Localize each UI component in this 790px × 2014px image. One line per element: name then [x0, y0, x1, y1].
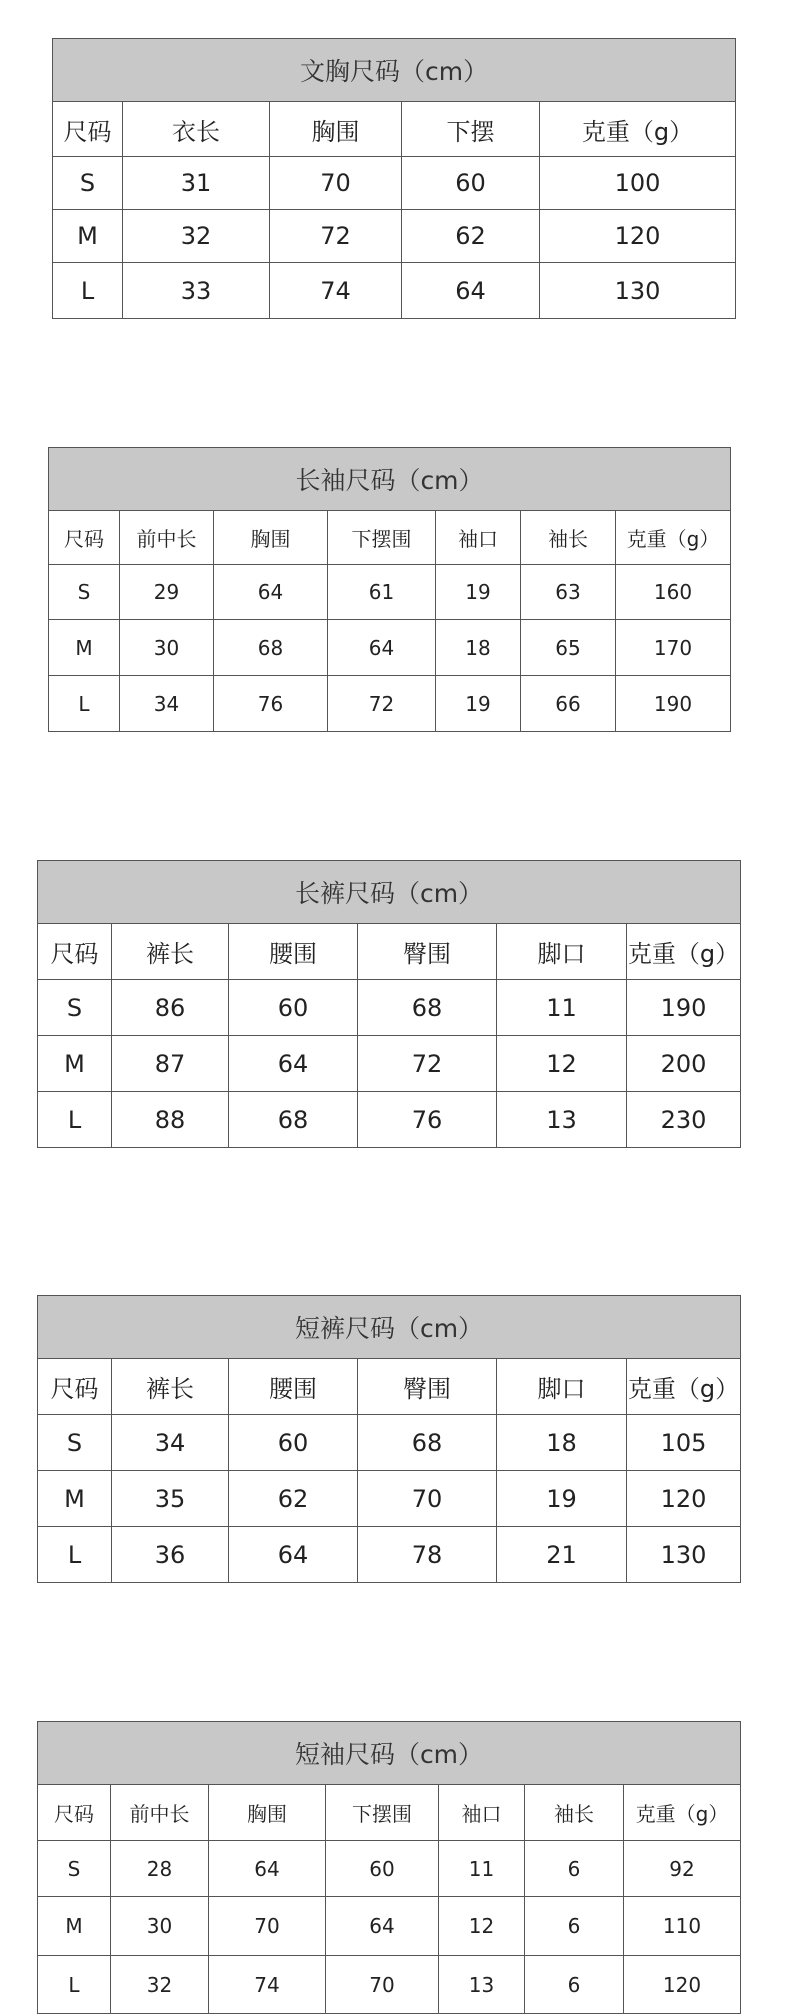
table-cell: 19 — [436, 676, 521, 732]
table-cell: 190 — [616, 676, 731, 732]
table-cell: 31 — [123, 157, 270, 210]
header-cell: 袖口 — [439, 1785, 525, 1841]
table-cell: 74 — [209, 1956, 326, 2014]
header-cell: 克重（g） — [540, 102, 736, 157]
header-cell: 胸围 — [270, 102, 402, 157]
header-cell: 前中长 — [111, 1785, 209, 1841]
table-cell: L — [38, 1956, 111, 2014]
header-cell: 尺码 — [49, 511, 120, 565]
table-cell: 230 — [627, 1092, 741, 1148]
table-cell: 60 — [402, 157, 540, 210]
table-cell: 87 — [112, 1036, 229, 1092]
table-cell: 32 — [123, 210, 270, 263]
header-cell: 袖长 — [525, 1785, 624, 1841]
table-cell: L — [49, 676, 120, 732]
table-cell: 6 — [525, 1897, 624, 1956]
table-cell: S — [38, 1415, 112, 1471]
table-cell: 68 — [358, 1415, 497, 1471]
header-cell: 克重（g） — [624, 1785, 741, 1841]
bra-size-table — [52, 38, 736, 319]
table-cell: 6 — [525, 1956, 624, 2014]
table-cell: 70 — [326, 1956, 439, 2014]
table-cell: 78 — [358, 1527, 497, 1583]
table-cell: 120 — [627, 1471, 741, 1527]
table-cell: 72 — [358, 1036, 497, 1092]
table-cell: 21 — [497, 1527, 627, 1583]
table-cell: 62 — [229, 1471, 358, 1527]
table-cell: 68 — [358, 980, 497, 1036]
table-cell: 35 — [112, 1471, 229, 1527]
header-cell: 袖长 — [521, 511, 616, 565]
table-title: 长袖尺码（cm） — [49, 448, 731, 511]
header-cell: 前中长 — [120, 511, 214, 565]
header-cell: 裤长 — [112, 924, 229, 980]
table-title: 文胸尺码（cm） — [53, 39, 736, 102]
table-cell: 160 — [616, 565, 731, 620]
table-cell: 110 — [624, 1897, 741, 1956]
header-cell: 脚口 — [497, 924, 627, 980]
table-cell: 18 — [436, 620, 521, 676]
table-cell: 70 — [209, 1897, 326, 1956]
table-cell: 64 — [214, 565, 328, 620]
table-cell: 34 — [120, 676, 214, 732]
table-cell: 13 — [497, 1092, 627, 1148]
table-cell: 70 — [358, 1471, 497, 1527]
table-cell: 74 — [270, 263, 402, 319]
header-cell: 衣长 — [123, 102, 270, 157]
header-cell: 腰围 — [229, 1359, 358, 1415]
header-cell: 胸围 — [214, 511, 328, 565]
table-cell: 64 — [229, 1036, 358, 1092]
table-cell: 72 — [270, 210, 402, 263]
table-cell: L — [38, 1092, 112, 1148]
table-cell: 64 — [209, 1841, 326, 1897]
table-cell: 19 — [497, 1471, 627, 1527]
table-cell: 28 — [111, 1841, 209, 1897]
header-cell: 下摆 — [402, 102, 540, 157]
table-cell: 120 — [624, 1956, 741, 2014]
table-cell: M — [49, 620, 120, 676]
table-cell: 70 — [270, 157, 402, 210]
header-cell: 袖口 — [436, 511, 521, 565]
header-cell: 尺码 — [38, 1785, 111, 1841]
table-cell: S — [38, 1841, 111, 1897]
header-cell: 尺码 — [38, 924, 112, 980]
table-cell: M — [38, 1897, 111, 1956]
table-cell: 29 — [120, 565, 214, 620]
header-cell: 腰围 — [229, 924, 358, 980]
header-cell: 臀围 — [358, 924, 497, 980]
header-cell: 下摆围 — [326, 1785, 439, 1841]
table-cell: 62 — [402, 210, 540, 263]
table-cell: 170 — [616, 620, 731, 676]
table-cell: 64 — [328, 620, 436, 676]
table-cell: 13 — [439, 1956, 525, 2014]
table-cell: 61 — [328, 565, 436, 620]
header-cell: 克重（g） — [627, 1359, 741, 1415]
table-cell: 11 — [497, 980, 627, 1036]
table-cell: 92 — [624, 1841, 741, 1897]
table-cell: 66 — [521, 676, 616, 732]
header-cell: 臀围 — [358, 1359, 497, 1415]
short-sleeve-size-table — [37, 1721, 741, 2014]
table-cell: 76 — [358, 1092, 497, 1148]
table-cell: 65 — [521, 620, 616, 676]
table-cell: 100 — [540, 157, 736, 210]
table-cell: 68 — [214, 620, 328, 676]
table-cell: S — [49, 565, 120, 620]
table-title: 长裤尺码（cm） — [38, 861, 741, 924]
header-cell: 下摆围 — [328, 511, 436, 565]
table-cell: 64 — [229, 1527, 358, 1583]
long-pants-size-table — [37, 860, 741, 1148]
header-cell: 克重（g） — [616, 511, 731, 565]
table-cell: S — [53, 157, 123, 210]
table-cell: 19 — [436, 565, 521, 620]
table-cell: 130 — [540, 263, 736, 319]
table-title: 短袖尺码（cm） — [38, 1722, 741, 1785]
shorts-size-table — [37, 1295, 741, 1583]
table-cell: 12 — [439, 1897, 525, 1956]
table-cell: 88 — [112, 1092, 229, 1148]
table-cell: 12 — [497, 1036, 627, 1092]
table-cell: L — [53, 263, 123, 319]
table-cell: 72 — [328, 676, 436, 732]
table-cell: S — [38, 980, 112, 1036]
table-cell: 33 — [123, 263, 270, 319]
table-cell: 130 — [627, 1527, 741, 1583]
table-cell: 64 — [326, 1897, 439, 1956]
table-cell: 36 — [112, 1527, 229, 1583]
table-cell: 30 — [111, 1897, 209, 1956]
table-cell: 6 — [525, 1841, 624, 1897]
header-cell: 脚口 — [497, 1359, 627, 1415]
table-cell: 34 — [112, 1415, 229, 1471]
table-cell: 63 — [521, 565, 616, 620]
table-cell: 86 — [112, 980, 229, 1036]
table-cell: 60 — [229, 980, 358, 1036]
table-cell: L — [38, 1527, 112, 1583]
table-cell: 30 — [120, 620, 214, 676]
table-cell: 64 — [402, 263, 540, 319]
header-cell: 尺码 — [38, 1359, 112, 1415]
table-cell: 105 — [627, 1415, 741, 1471]
table-cell: 76 — [214, 676, 328, 732]
table-cell: 68 — [229, 1092, 358, 1148]
table-cell: 200 — [627, 1036, 741, 1092]
table-cell: 18 — [497, 1415, 627, 1471]
table-cell: 190 — [627, 980, 741, 1036]
table-cell: 60 — [326, 1841, 439, 1897]
header-cell: 胸围 — [209, 1785, 326, 1841]
long-sleeve-size-table — [48, 447, 731, 732]
table-cell: M — [38, 1471, 112, 1527]
table-cell: 32 — [111, 1956, 209, 2014]
table-cell: M — [53, 210, 123, 263]
header-cell: 裤长 — [112, 1359, 229, 1415]
table-cell: 120 — [540, 210, 736, 263]
table-title: 短裤尺码（cm） — [38, 1296, 741, 1359]
header-cell: 尺码 — [53, 102, 123, 157]
table-cell: 11 — [439, 1841, 525, 1897]
table-cell: M — [38, 1036, 112, 1092]
header-cell: 克重（g） — [627, 924, 741, 980]
table-cell: 60 — [229, 1415, 358, 1471]
